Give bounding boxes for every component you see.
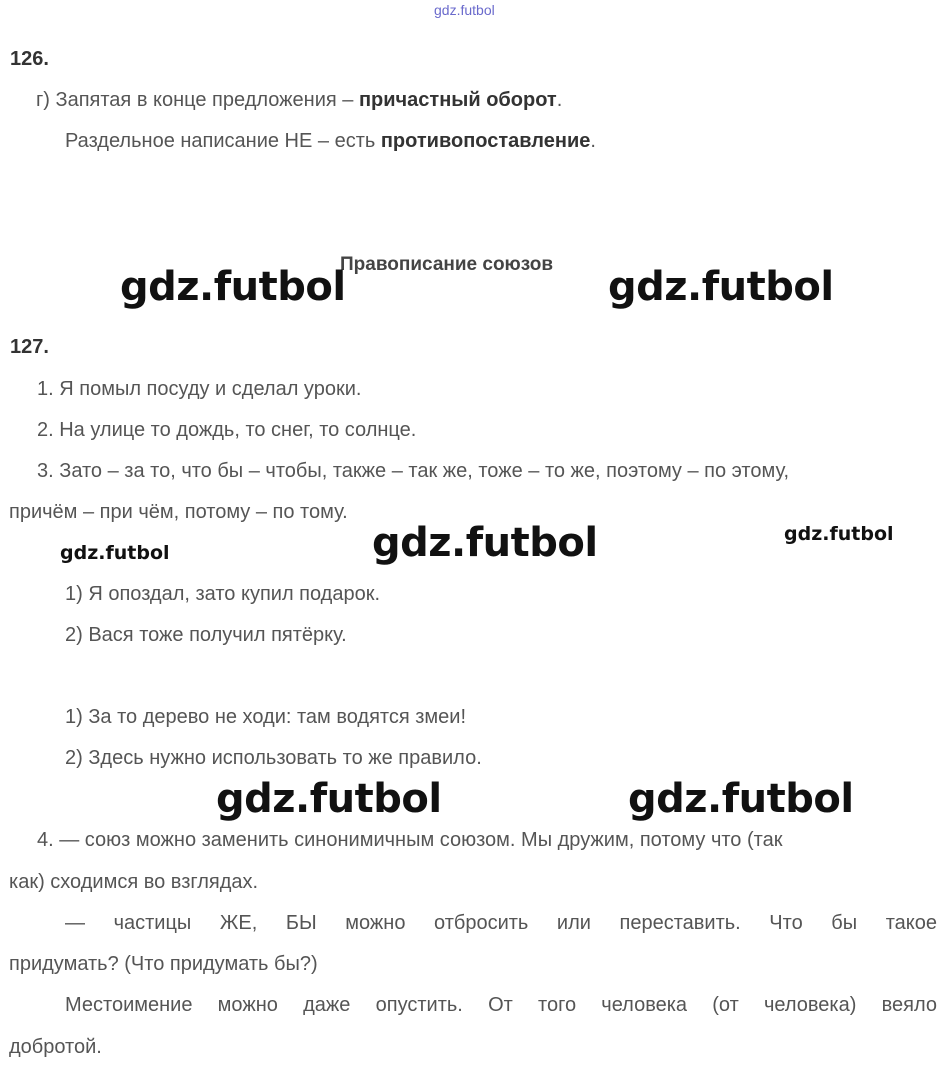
watermark-small: gdz.futbol: [60, 542, 170, 564]
watermark-top: gdz.futbol: [434, 2, 495, 18]
ex127-example-a1: 1) Я опоздал, зато купил подарок.: [65, 583, 381, 605]
ex126-line-1-end: .: [556, 89, 563, 111]
ex127-item-2: 2. На улице то дождь, то снег, то солнце.: [37, 419, 417, 441]
ex126-line-2-bold: противопоставление: [380, 130, 591, 152]
ex127-example-b1: 1) За то дерево не ходи: там водятся змеи!: [65, 706, 467, 728]
section-heading: Правописание союзов: [340, 254, 554, 275]
ex127-item-3-line-2: причём – при чём, потому – по тому.: [9, 501, 348, 523]
watermark-large: gdz.futbol: [120, 264, 346, 310]
ex127-item-4-line-6: добротой.: [9, 1036, 102, 1058]
exercise-number-127: 127.: [10, 336, 49, 358]
watermark-large: gdz.futbol: [608, 264, 834, 310]
ex127-example-a2: 2) Вася тоже получил пятёрку.: [65, 624, 347, 646]
ex126-line-1: [36, 88, 562, 112]
ex127-item-1: 1. Я помыл посуду и сделал уроки.: [37, 378, 362, 400]
ex127-item-4-line-3: — частицы ЖЕ, БЫ можно отбросить или переставить. Что бы такое: [65, 912, 937, 934]
ex127-item-4-line-4: придумать? (Что придумать бы?): [9, 953, 318, 975]
watermark-small: gdz.futbol: [784, 523, 894, 545]
ex127-item-4-line-5: Местоимение можно даже опустить. От того человека (от человека) веяло: [65, 994, 937, 1016]
ex126-line-2-end: .: [590, 130, 596, 152]
ex127-item-4-line-1: 4. — союз можно заменить синонимичным союзом. Мы дружим, потому что (так: [37, 829, 783, 851]
ex127-example-b2: 2) Здесь нужно использовать то же правило.: [65, 747, 482, 769]
exercise-number-126: 126.: [10, 48, 49, 70]
ex127-item-4-line-2: как) сходимся во взглядах.: [9, 871, 259, 893]
ex127-item-3-line-1: 3. Зато – за то, что бы – чтобы, также – так же, тоже – то же, поэтому – по этому,: [37, 460, 790, 482]
ex126-line-1-bold: причастный оборот: [358, 89, 557, 111]
ex126-line-2: [65, 129, 596, 153]
ex126-line-2-text: Раздельное написание НЕ – есть: [65, 130, 381, 152]
watermark-large: gdz.futbol: [372, 520, 598, 566]
ex126-line-1-text: г) Запятая в конце предложения –: [36, 89, 359, 111]
watermark-large: gdz.futbol: [628, 776, 854, 822]
watermark-large: gdz.futbol: [216, 776, 442, 822]
